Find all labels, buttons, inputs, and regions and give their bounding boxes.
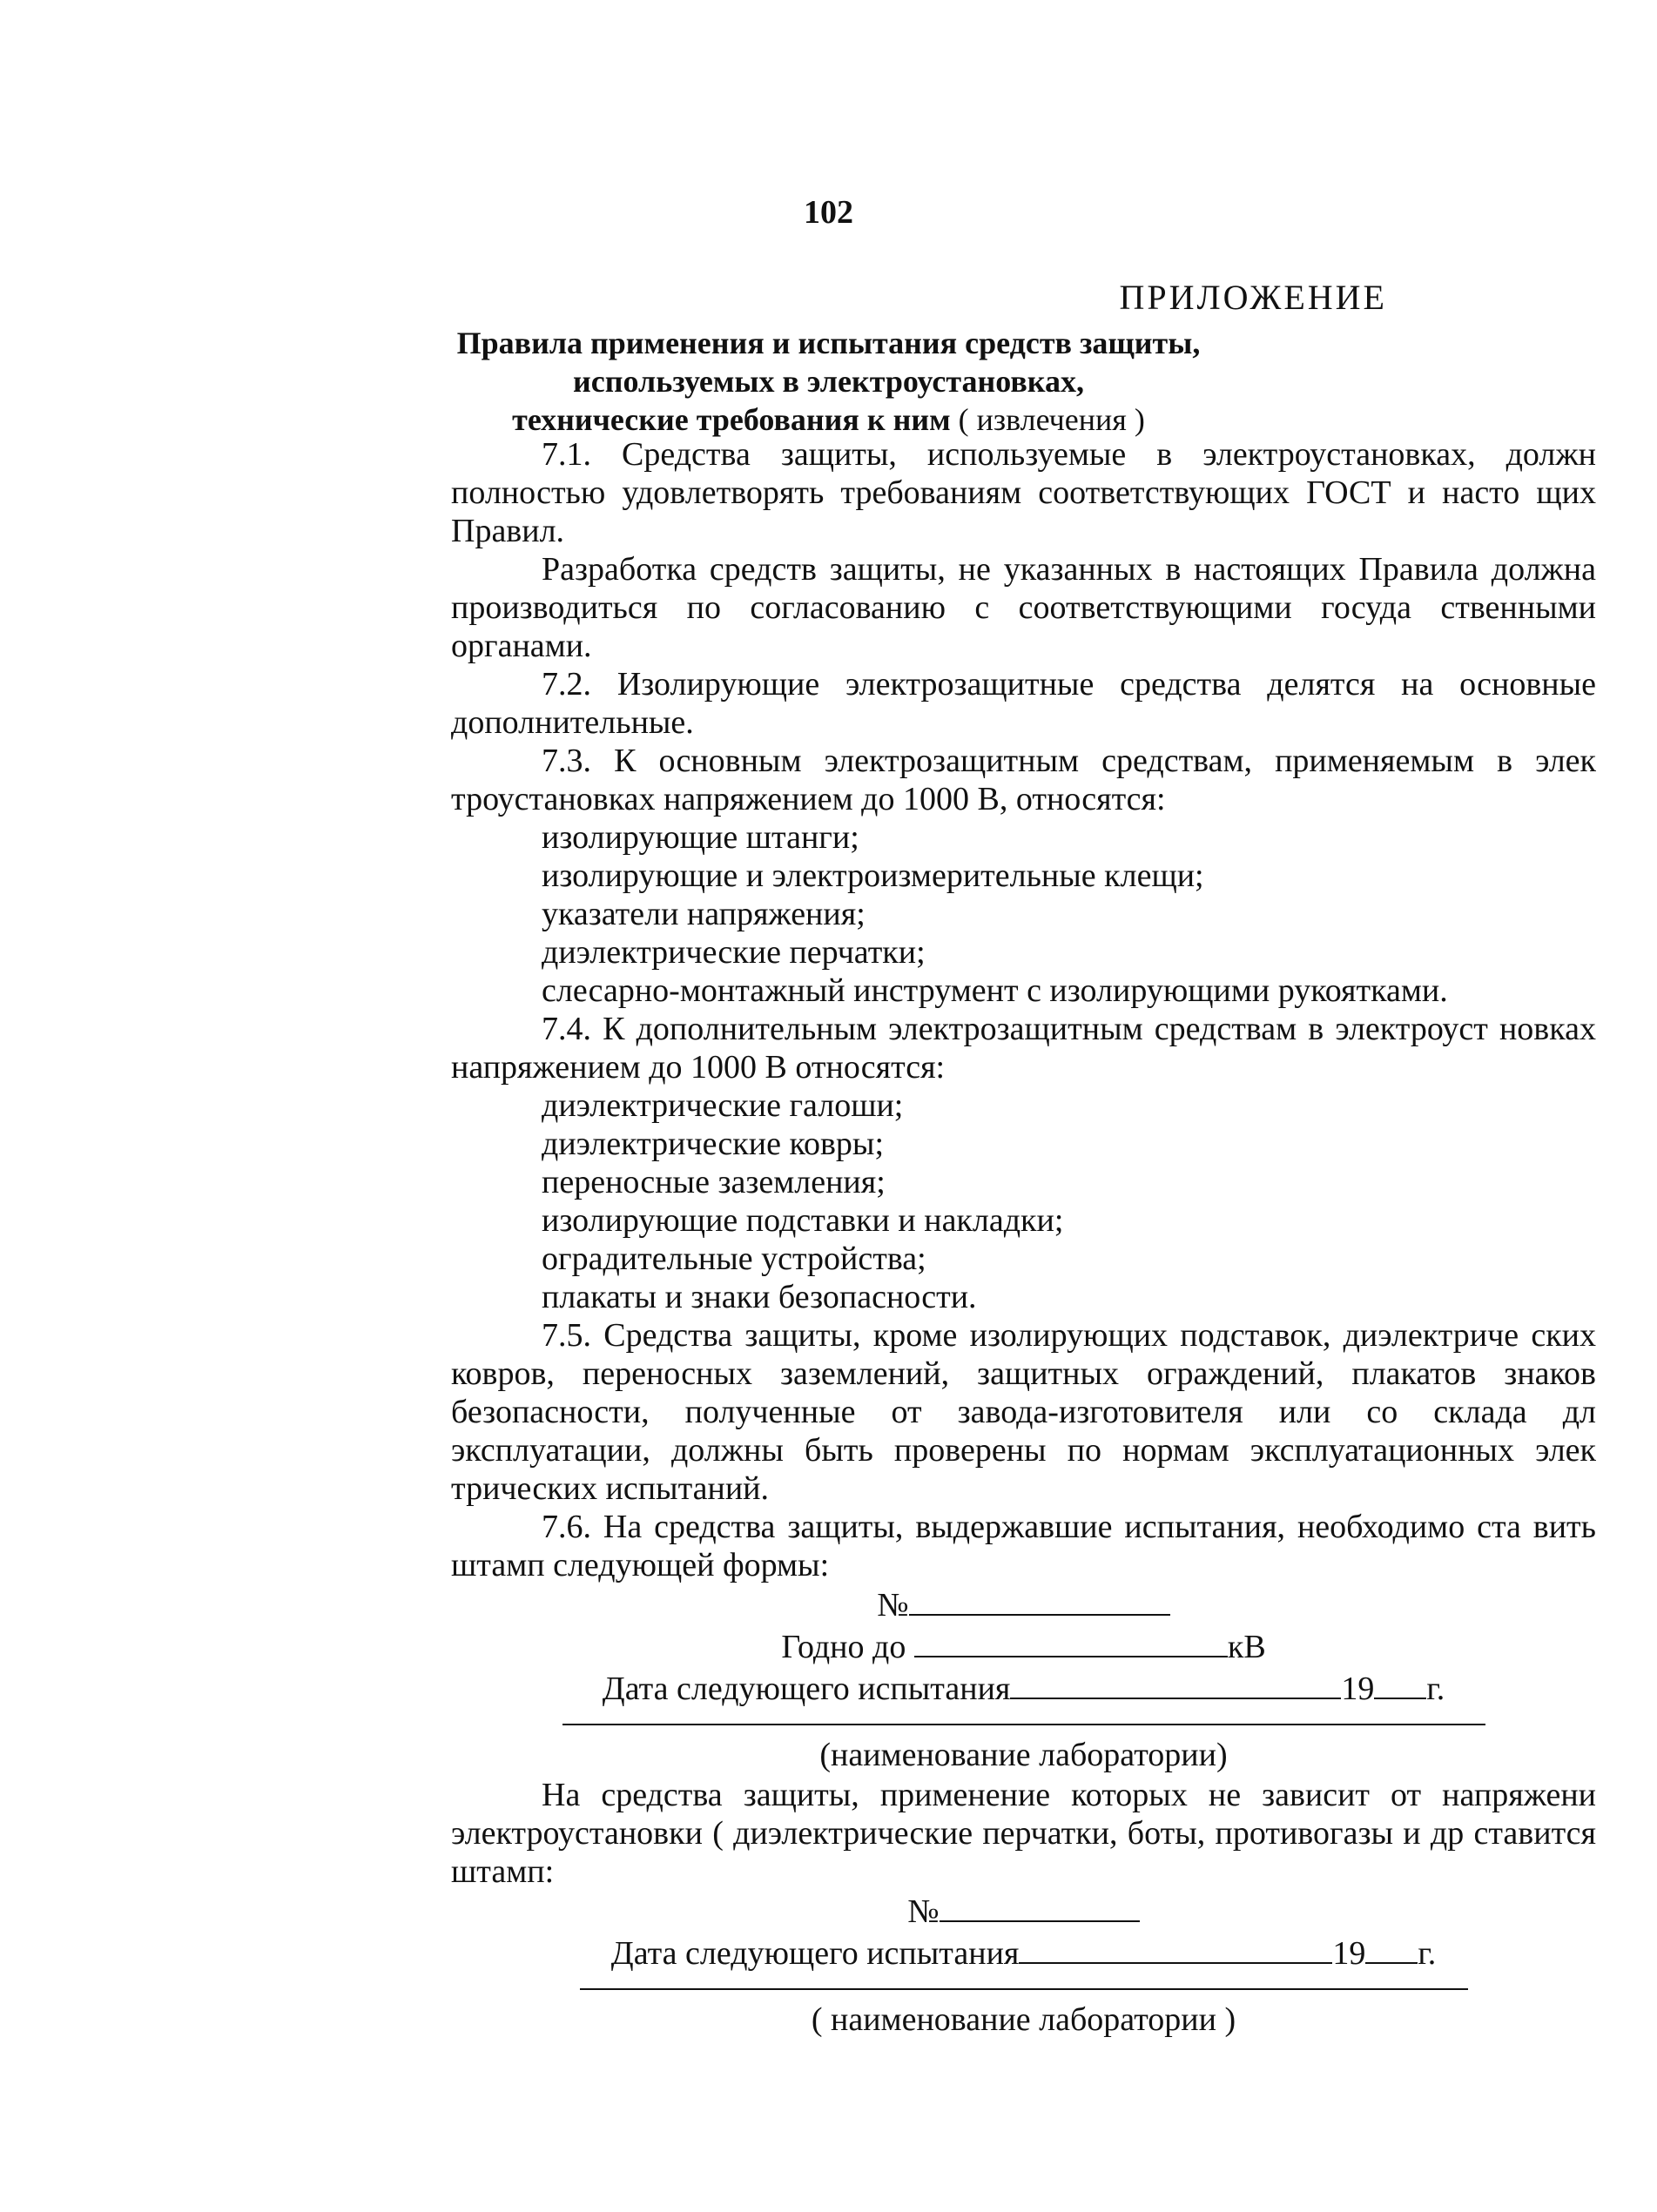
valid-until-blank (914, 1628, 1228, 1657)
document-body (451, 435, 1596, 2041)
lab-name-caption: (наименование лаборатории) (819, 1737, 1228, 1773)
list-item: слесарно-монтажный инструмент с изолирующими рукоятками. (542, 972, 1448, 1009)
list-item: переносные заземления; (542, 1164, 886, 1200)
additional-means-list (451, 1086, 1596, 1316)
lab-name-line (580, 1988, 1468, 1990)
paragraph-7-3: 7.3. К основным электрозащитным средствам, применяемым в элек троустановках напряжением до 1000 В, относятся: (451, 743, 1596, 817)
paragraph-7-6: 7.6. На средства защиты, выдержавшие испытания, необходимо ста вить штамп следующей формы: (451, 1509, 1596, 1583)
number-blank (940, 1893, 1140, 1922)
list-item: изолирующие и электроизмерительные клещи; (542, 857, 1204, 894)
stamp-number-line (451, 1584, 1596, 1626)
number-sign: № (877, 1587, 909, 1624)
page-number: 102 (804, 194, 853, 231)
paragraph-7-1: 7.1. Средства защиты, используемые в электроустановках, должн полностью удовлетворять требованиям соответствующих ГОСТ и насто щих Правил. (451, 436, 1596, 549)
list-item: оградительные устройства; (542, 1240, 926, 1277)
stamp-number-line (451, 1891, 1596, 1933)
stamp-next-test-line (451, 1933, 1596, 1974)
year-blank (1365, 1934, 1418, 1964)
kv-label: кВ (1227, 1629, 1266, 1665)
title-line-3-text: технические требования к ним (512, 402, 951, 437)
list-item: указатели напряжения; (542, 896, 866, 932)
year-suffix: г. (1418, 1935, 1437, 1972)
next-test-label: Дата следующего испытания (602, 1671, 1011, 1707)
list-item: диэлектрические ковры; (542, 1126, 885, 1162)
number-sign: № (907, 1893, 940, 1930)
title-extract-note: ( извлечения ) (958, 402, 1145, 437)
next-test-blank (1019, 1934, 1332, 1964)
year-prefix: 19 (1332, 1935, 1366, 1972)
appendix-label: ПРИЛОЖЕНИЕ (1119, 278, 1387, 317)
paragraph-7-5: 7.5. Средства защиты, кроме изолирующих подставок, диэлектриче ских ковров, переносных заземлений, защитных ограждений, плакатов знаков безопасности, полученные от завода-изготовителя или со склада дл эксплуатации, должны быть проверены по нормам эксплуатационных элек трических испытаний. (451, 1317, 1596, 1507)
year-suffix: г. (1426, 1671, 1445, 1707)
list-item: изолирующие подставки и накладки; (542, 1202, 1064, 1239)
paragraph-7-2: 7.2. Изолирующие электрозащитные средства делятся на основные дополнительные. (451, 666, 1596, 741)
list-item: изолирующие штанги; (542, 819, 859, 856)
stamp-valid-line (451, 1626, 1596, 1668)
year-prefix: 19 (1341, 1671, 1375, 1707)
number-blank (909, 1586, 1170, 1616)
valid-until-label: Годно до (781, 1629, 906, 1665)
title-line-1: Правила применения и испытания средств защиты, (456, 326, 1201, 360)
paragraph-7-4: 7.4. К дополнительным электрозащитным средствам в электроуст новках напряжением до 1000 В относятся: (451, 1011, 1596, 1086)
lab-name-line (562, 1724, 1485, 1725)
list-item: диэлектрические галоши; (542, 1087, 904, 1124)
paragraph-no-voltage-dependency: На средства защиты, применение которых не зависит от напряжени электроустановки ( диэлектрические перчатки, боты, противогазы и др ставится штамп: (451, 1777, 1596, 1890)
list-item: диэлектрические перчатки; (542, 934, 926, 971)
next-test-blank (1010, 1670, 1341, 1699)
stamp-next-test-line (451, 1668, 1596, 1710)
year-blank (1374, 1670, 1426, 1699)
lab-name-caption: ( наименование лаборатории ) (811, 2001, 1236, 2038)
stamp-form-1 (451, 1584, 1596, 1776)
document-title (0, 324, 1657, 439)
next-test-label: Дата следующего испытания (610, 1935, 1020, 1972)
stamp-form-2 (451, 1891, 1596, 2041)
paragraph-development: Разработка средств защиты, не указанных в настоящих Правила должна производиться по согласованию с соответствующими госуда ственными органами. (451, 551, 1596, 664)
main-means-list (451, 818, 1596, 1010)
list-item: плакаты и знаки безопасности. (542, 1279, 977, 1315)
title-line-2: используемых в электроустановках, (573, 364, 1084, 399)
title-line-3 (0, 400, 1657, 439)
